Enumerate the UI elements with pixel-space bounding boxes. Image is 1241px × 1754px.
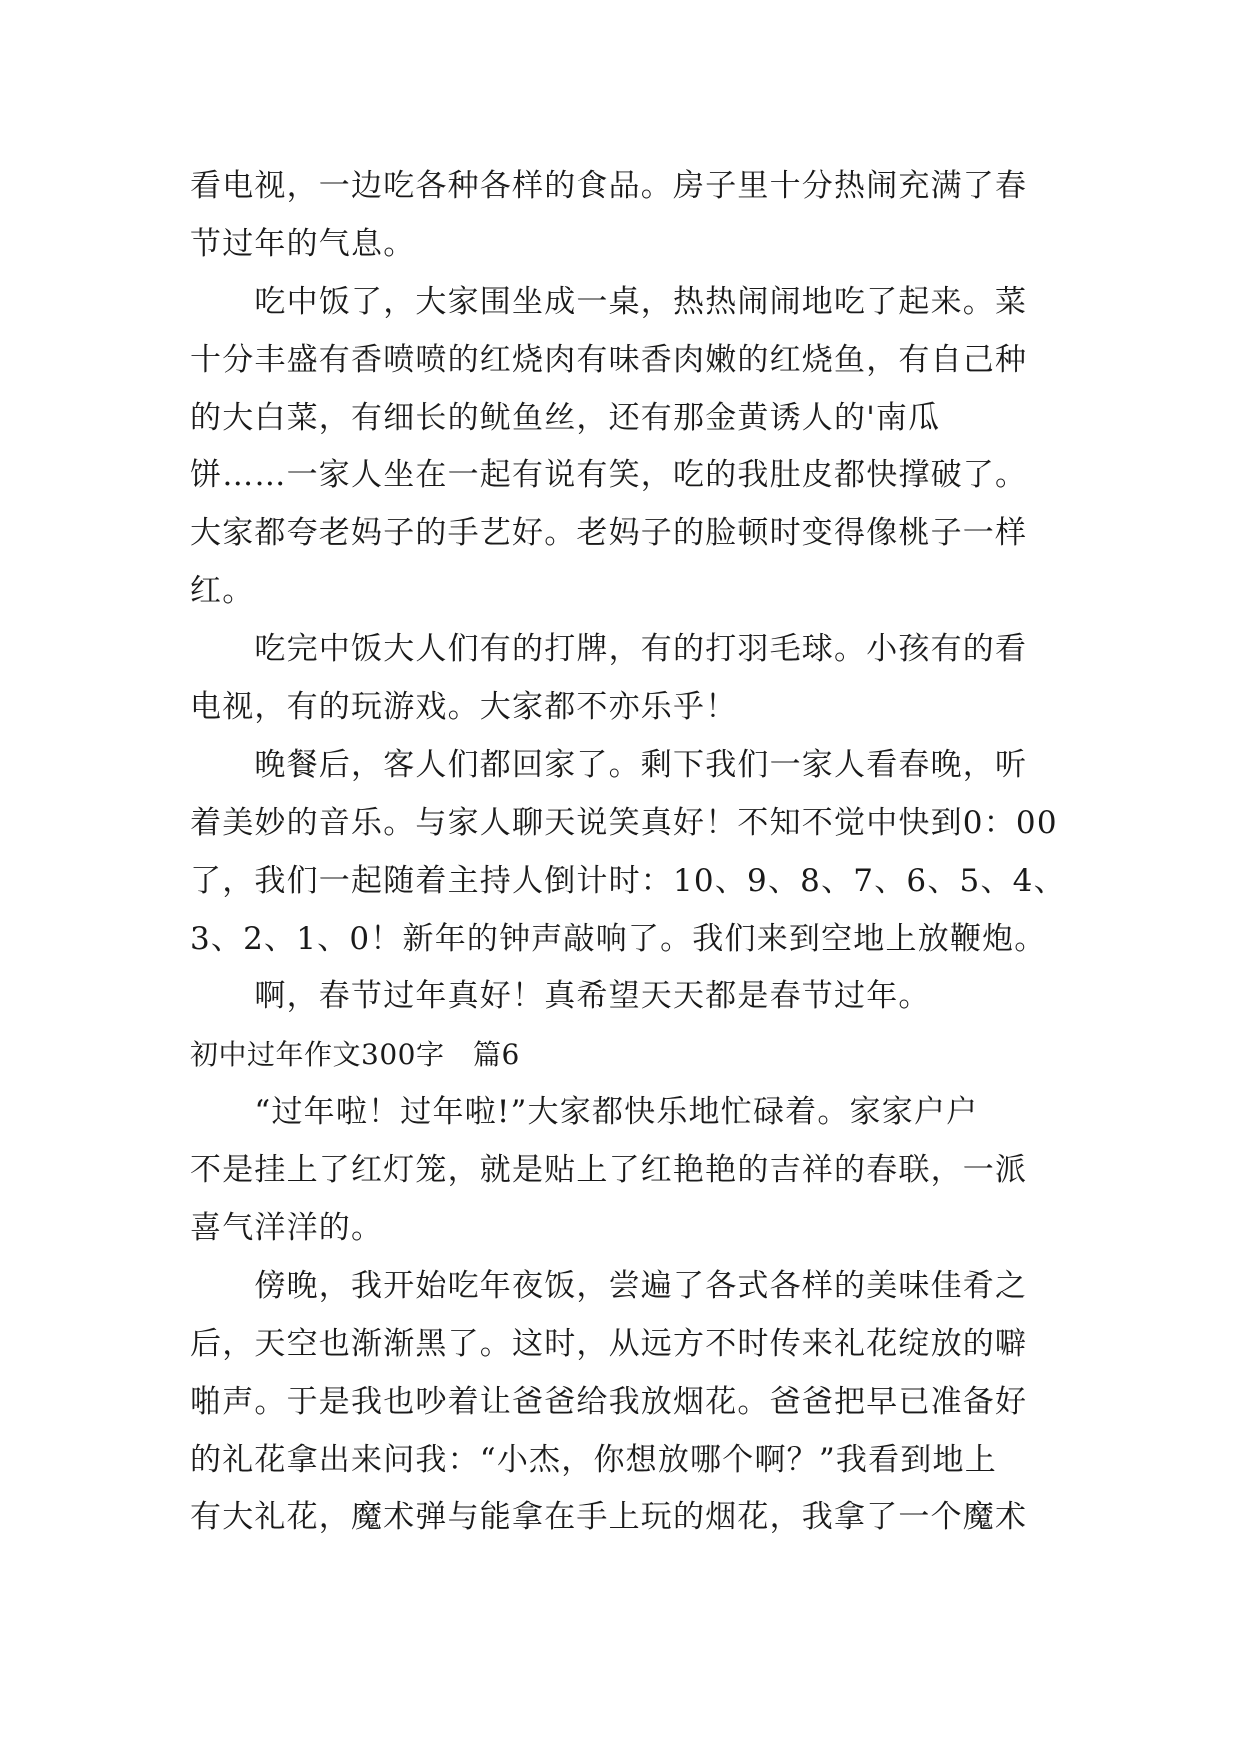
essay-text xyxy=(190,158,1070,1547)
section-heading: 初中过年作文300字 篇6 xyxy=(190,1038,520,1072)
text-line: 了，我们一起随着主持人倒计时：10、9、8、7、6、5、4、 xyxy=(190,862,1066,899)
text-line: 后，天空也渐渐黑了。这时，从远方不时传来礼花绽放的噼 xyxy=(190,1325,1028,1362)
text-line: “过年啦！过年啦!”大家都快乐地忙碌着。家家户户 xyxy=(190,1094,979,1131)
text-line: 啪声。于是我也吵着让爸爸给我放烟花。爸爸把早已准备好 xyxy=(190,1383,1028,1420)
text-line: 十分丰盛有香喷喷的红烧肉有味香肉嫩的红烧鱼，有自己种 xyxy=(190,341,1028,378)
text-line: 3、2、1、0！新年的钟声敲响了。我们来到空地上放鞭炮。 xyxy=(190,920,1047,957)
text-line: 电视，有的玩游戏。大家都不亦乐乎！ xyxy=(190,689,738,726)
text-line: 吃完中饭大人们有的打牌，有的打羽毛球。小孩有的看 xyxy=(190,631,1028,668)
text-line: 晚餐后，客人们都回家了。剩下我们一家人看春晚，听 xyxy=(190,746,1028,783)
text-line: 喜气洋洋的。 xyxy=(190,1210,384,1247)
text-line: 不是挂上了红灯笼，就是贴上了红艳艳的吉祥的春联，一派 xyxy=(190,1152,1028,1189)
text-line: 啊，春节过年真好！真希望天天都是春节过年。 xyxy=(190,978,931,1015)
text-line: 饼……一家人坐在一起有说有笑，吃的我肚皮都快撑破了。 xyxy=(190,457,1028,494)
text-line: 吃中饭了，大家围坐成一桌，热热闹闹地吃了起来。菜 xyxy=(190,283,1028,320)
text-line: 节过年的气息。 xyxy=(190,225,416,262)
text-line: 的礼花拿出来问我：“小杰，你想放哪个啊？”我看到地上 xyxy=(190,1441,997,1478)
text-line: 大家都夸老妈子的手艺好。老妈子的脸顿时变得像桃子一样 xyxy=(190,515,1028,552)
text-line: 看电视，一边吃各种各样的食品。房子里十分热闹充满了春 xyxy=(190,168,1028,204)
text-line: 的大白菜，有细长的鱿鱼丝，还有那金黄诱人的'南瓜 xyxy=(190,399,941,436)
text-line: 着美妙的音乐。与家人聊天说笑真好！不知不觉中快到0：00 xyxy=(190,804,1058,841)
text-line: 有大礼花，魔术弹与能拿在手上玩的烟花，我拿了一个魔术 xyxy=(190,1499,1028,1536)
text-line: 红。 xyxy=(190,573,255,610)
text-line: 傍晚，我开始吃年夜饭，尝遍了各式各样的美味佳肴之 xyxy=(190,1267,1028,1304)
